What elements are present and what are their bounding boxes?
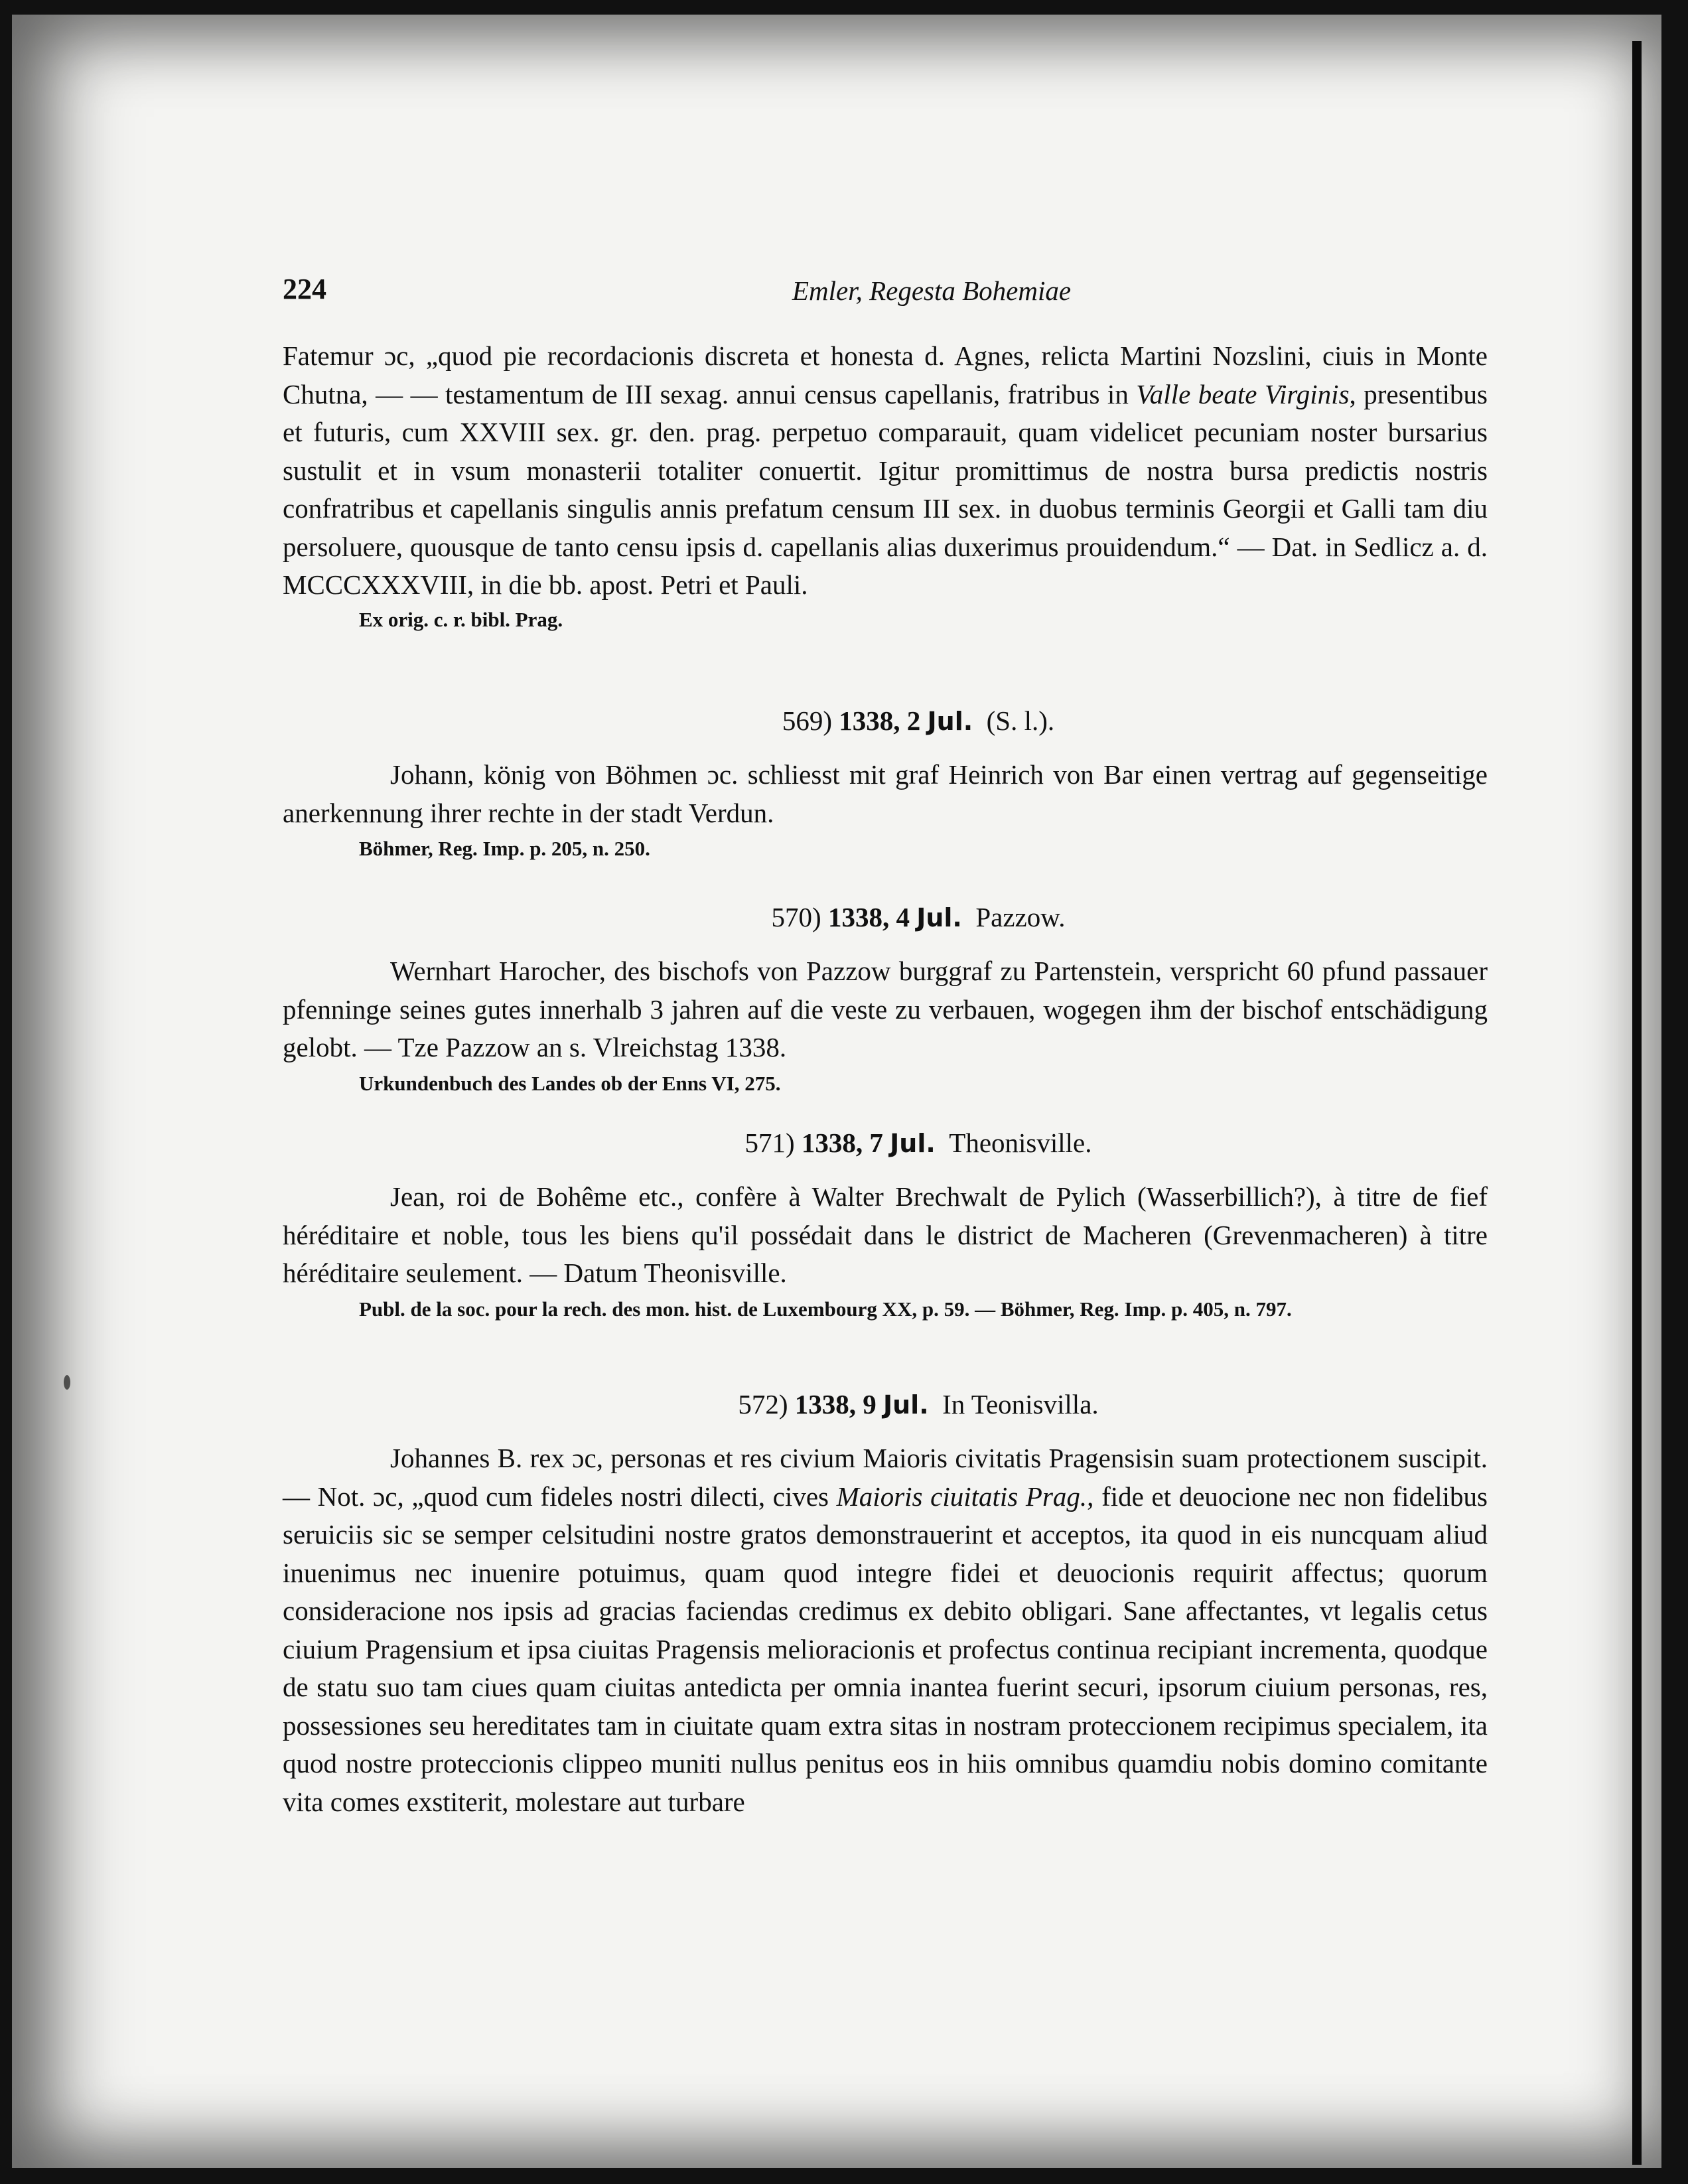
entry-text: Jean, roi de Bohême etc., confère à Walter Brechwalt de Pylich (Wasserbillich?), à titre de fief héréditaire et noble, tous les biens qu'il possédait dans le district de Macheren (Grevenmacheren) à titre héréditaire seulement. — Datum Theonisville. (283, 1181, 1488, 1288)
entry-heading: 569) 1338, 2 Jul. (S. l.). (782, 705, 1055, 736)
ink-speck (64, 1375, 70, 1390)
entry-text: Johann, könig von Böhmen ɔc. schliesst mit graf Heinrich von Bar einen vertrag auf gegenseitige anerkennung ihrer rechte in der stadt Verdun. (283, 759, 1488, 828)
source-citation: Böhmer, Reg. Imp. p. 205, n. 250. (359, 837, 650, 860)
regest-entry-571 (283, 1124, 1488, 1323)
page-edge-shadow (1632, 41, 1642, 2165)
scanned-page (12, 15, 1661, 2168)
running-header (283, 272, 1488, 315)
source-citation: Urkundenbuch des Landes ob der Enns VI, 275. (359, 1071, 781, 1095)
continued-charter (283, 337, 1488, 634)
charter-text: Fatemur ɔc, „quod pie recordacionis discreta et honesta d. Agnes, relicta Martini Nozslini, ciuis in Monte Chutna, — — testamentum de III sexag. annui census capellanis, fratribus in Valle beate Virginis, presentibus et futuris, cum XXVIII sex. gr. den. prag. perpetuo comparauit, quam videlicet pecuniam noster bursarius sustulit et in vsum monasterii totaliter conuertit. Igitur promittimus de nostra bursa predictis nostris confratribus et capellanis singulis annis prefatum censum III sex. in duobus terminis Georgii et Galli tam diu persoluere, quousque de tanto censu ipsis d. capellanis alias duxerimus prouidendum.“ — Dat. in Sedlicz a. d. MCCCXXXVIII, in die bb. apost. Petri et Pauli. (283, 340, 1488, 600)
entry-heading: 570) 1338, 4 Jul. Pazzow. (771, 902, 1066, 932)
regest-entry-572 (283, 1386, 1488, 1821)
regest-entry-570 (283, 899, 1488, 1098)
entry-heading: 572) 1338, 9 Jul. In Teonisvilla. (738, 1389, 1099, 1420)
running-title: Emler, Regesta Bohemiae (792, 275, 1072, 306)
entry-text: Wernhart Harocher, des bischofs von Pazzow burggraf zu Partenstein, verspricht 60 pfund passauer pfenninge seines gutes innerhalb 3 jahren auf die veste zu verbauen, wogegen ihm der bischof entschädigung gelobt. — Tze Pazzow an s. Vlreichstag 1338. (283, 956, 1488, 1062)
page-number: 224 (283, 273, 326, 305)
source-citation: Ex orig. c. r. bibl. Prag. (359, 607, 563, 631)
entry-heading: 571) 1338, 7 Jul. Theonisville. (744, 1128, 1092, 1158)
source-citation: Publ. de la soc. pour la rech. des mon. hist. de Luxembourg XX, p. 59. — Böhmer, Reg. Imp. p. 405, n. 797. (359, 1297, 1292, 1321)
regest-entry-569 (283, 702, 1488, 863)
entry-text: Johannes B. rex ɔc, personas et res civium Maioris civitatis Pragensisin suam protectionem suscipit. — Not. ɔc, „quod cum fideles nostri dilecti, cives Maioris ciuitatis Prag., fide et deuocione nec non fidelibus seruiciis sic se semper celsitudini nostre gratos demonstrauerint et acceptos, ita quod in eis nuncquam aliud inuenimus nec inuenire potuimus, quam quod integre fidei et deuocionis requirit affectus; quorum consideracione nos ipsis ad gracias faciendas credimus ex debito obligari. Sane affectantes, vt legalis cetus ciuium Pragensium et ipsa ciuitas Pragensis melioracionis et profectus continua recipiant incrementa, quodque de statu suo tam ciues quam ciuitas antedicta per omnia inantea fuerint securi, ipsorum ciuium personas, res, possessiones seu hereditates tam in ciuitate quam extra sitas in nostram proteccionem recipimus specialem, ita quod nostre proteccionis clippeo muniti nullus penitus eos in hiis omnibus quamdiu nobis domino comitante vita comes exstiterit, molestare aut turbare (283, 1443, 1488, 1817)
